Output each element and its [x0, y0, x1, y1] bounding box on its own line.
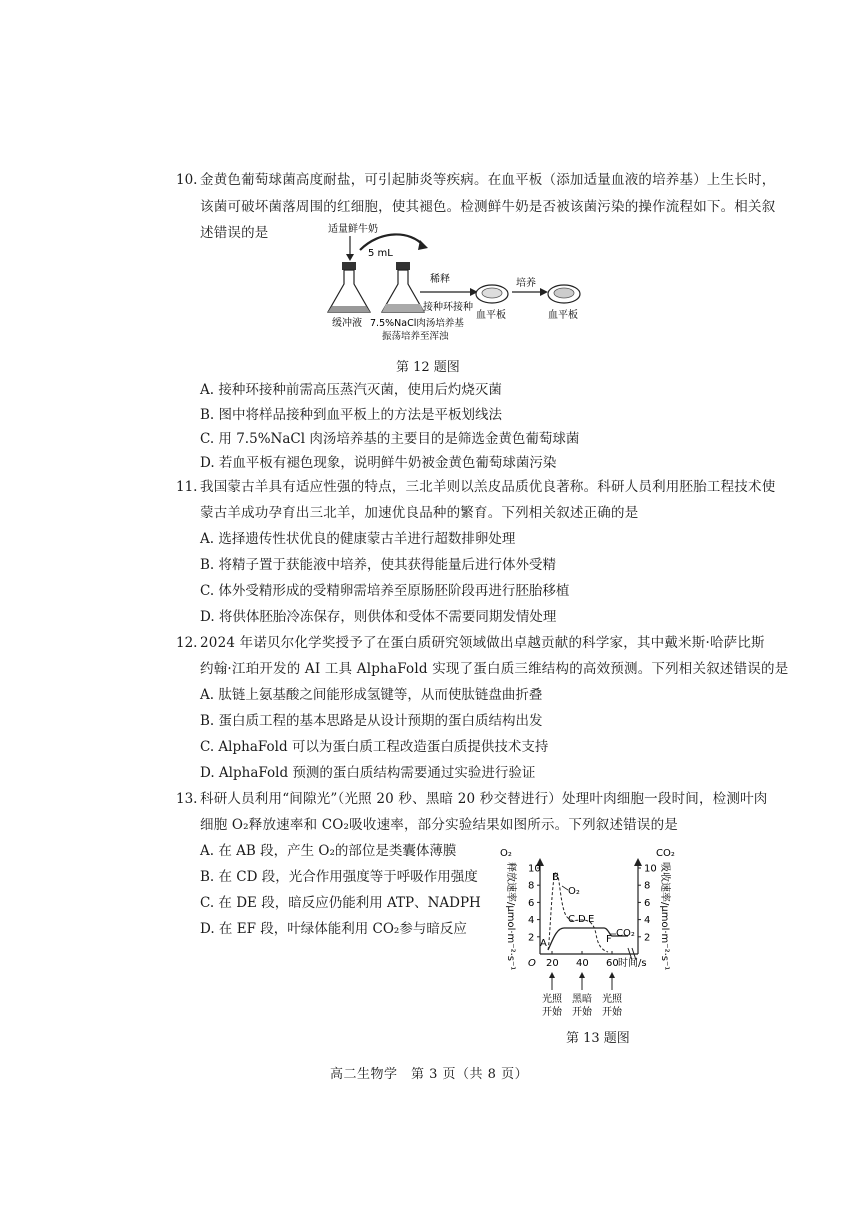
y-tick-label: 6 — [644, 897, 651, 909]
o2-curve — [548, 872, 608, 952]
q12-line-1: 2024 年诺贝尔化学奖授予了在蛋白质研究领域做出卓越贡献的科学家，其中戴米斯·哈萨比斯 — [200, 635, 765, 651]
q12-number: 12. — [176, 635, 198, 651]
q13-option-d: D. 在 EF 段，叶绿体能利用 CO₂参与暗反应 — [200, 921, 467, 937]
q13-option-c: C. 在 DE 段，暗反应仍能利用 ATP、NADPH — [200, 895, 481, 911]
y-tick-label: 6 — [528, 897, 535, 909]
o2-series-label: O₂ — [568, 886, 580, 897]
flask2-label: 7.5%NaCl肉汤培养基 — [370, 318, 464, 329]
q12-option-a: A. 肽链上氨基酸之间能形成氢键等，从而使肽链盘曲折叠 — [200, 687, 543, 703]
q10-line-2: 该菌可破坏菌落周围的红细胞，使其褪色。检测鲜牛奶是否被该菌污染的操作流程如下。相关叙 — [200, 199, 776, 215]
q12-line-2: 约翰·江珀开发的 AI 工具 AlphaFold 实现了蛋白质三维结构的高效预测。下列相关叙述错误的是 — [200, 661, 789, 677]
q11-option-d: D. 将供体胚胎冷冻保存，则供体和受体不需要同期发情处理 — [200, 609, 557, 625]
culture-label: 培养 — [516, 278, 536, 289]
inoculate-label: 接种环接种 — [423, 302, 473, 313]
y-tick-label: 8 — [644, 880, 651, 892]
y-tick-label: 2 — [644, 932, 651, 944]
q11-line-1: 我国蒙古羊具有适应性强的特点，三北羊则以羔皮品质优良著称。科研人员利用胚胎工程技术使 — [200, 479, 776, 495]
page-footer: 高二生物学 第 3 页（共 8 页） — [330, 1067, 529, 1082]
co2-series-label: CO₂ — [616, 928, 635, 939]
x-tick-label: 40 — [576, 958, 589, 969]
left-y-ticks — [528, 864, 541, 944]
x-tick-label: 60 — [606, 958, 619, 969]
volume-label: 5 mL — [368, 248, 393, 259]
q12-option-b: B. 蛋白质工程的基本思路是从设计预期的蛋白质结构出发 — [200, 713, 543, 729]
q12-option-d: D. AlphaFold 预测的蛋白质结构需要通过实验进行验证 — [200, 765, 536, 781]
y-tick-label: 10 — [528, 863, 541, 875]
light-start-arrow-2 — [602, 972, 623, 1018]
right-axis-label: 吸收速率/μmol·m⁻²·s⁻¹ — [659, 862, 670, 971]
blood-plate-2 — [548, 285, 580, 303]
point-c: C — [568, 914, 575, 925]
dilute-label: 稀释 — [430, 274, 450, 285]
y-tick-label: 8 — [528, 880, 535, 892]
q13-line-1: 科研人员利用“间隙光”（光照 20 秒、黑暗 20 秒交替进行）处理叶肉细胞一段时间，检测叶肉 — [200, 791, 768, 807]
q10-figure-caption: 第 12 题图 — [396, 360, 460, 375]
point-a: A — [540, 938, 547, 949]
q10-option-d: D. 若血平板有褪色现象，说明鲜牛奶被金黄色葡萄球菌污染 — [200, 455, 557, 471]
q10-option-b: B. 图中将样品接种到血平板上的方法是平板划线法 — [200, 407, 503, 423]
dark-start-arrow — [572, 972, 593, 1018]
svg-text:光照: 光照 — [602, 994, 622, 1005]
q11-number: 11. — [176, 479, 198, 495]
q10-option-a: A. 接种环接种前需高压蒸汽灭菌，使用后灼烧灭菌 — [200, 382, 502, 398]
plate2-label: 血平板 — [548, 310, 578, 321]
svg-text:光照: 光照 — [542, 994, 562, 1005]
q13-line-2: 细胞 O₂释放速率和 CO₂吸收速率，部分实验结果如图所示。下列叙述错误的是 — [200, 817, 678, 833]
point-d: D — [578, 914, 586, 925]
milk-label: 适量鲜牛奶 — [328, 224, 378, 235]
q13-number: 13. — [176, 791, 198, 807]
q10-line-3: 述错误的是 — [200, 225, 269, 241]
buffer-flask — [328, 262, 370, 312]
point-b: B — [552, 872, 559, 883]
origin-label: O — [528, 958, 536, 969]
q11-option-a: A. 选择遗传性状优良的健康蒙古羊进行超数排卵处理 — [200, 531, 516, 547]
left-axis-top: O₂ — [500, 848, 512, 859]
left-axis-label: 释放速率/μmol·m⁻²·s⁻¹ — [505, 862, 516, 971]
y-tick-label: 10 — [644, 863, 657, 875]
flask2-sub: 振荡培养至浑浊 — [382, 331, 449, 342]
q11-line-2: 蒙古羊成功孕育出三北羊，加速优良品种的繁育。下列相关叙述正确的是 — [200, 505, 639, 521]
right-axis-top: CO₂ — [656, 848, 675, 859]
q13-option-a: A. 在 AB 段，产生 O₂的部位是类囊体薄膜 — [200, 843, 457, 859]
point-e: E — [588, 914, 595, 925]
svg-text:开始: 开始 — [572, 1007, 592, 1018]
y-tick-label: 4 — [528, 915, 535, 927]
svg-text:黑暗: 黑暗 — [572, 994, 592, 1005]
plate1-label: 血平板 — [476, 310, 506, 321]
flask1-label: 缓冲液 — [332, 318, 362, 329]
q13-option-b: B. 在 CD 段，光合作用强度等于呼吸作用强度 — [200, 869, 478, 885]
x-tick-label: 20 — [546, 958, 559, 969]
q10-number: 10. — [176, 172, 198, 188]
q10-flow-diagram — [320, 218, 590, 348]
nacl-flask — [382, 262, 424, 312]
svg-text:开始: 开始 — [602, 1007, 622, 1018]
x-unit: 时间/s — [618, 958, 647, 969]
q11-option-b: B. 将精子置于获能液中培养，使其获得能量后进行体外受精 — [200, 557, 557, 573]
svg-text:开始: 开始 — [542, 1007, 562, 1018]
y-tick-label: 2 — [528, 932, 535, 944]
q13-rate-graph — [498, 842, 688, 1026]
q12-option-c: C. AlphaFold 可以为蛋白质工程改造蛋白质提供技术支持 — [200, 739, 549, 755]
blood-plate-1 — [476, 285, 508, 303]
light-start-arrow-1 — [542, 972, 563, 1018]
right-y-ticks — [638, 864, 657, 944]
y-tick-label: 4 — [644, 915, 651, 927]
q10-option-c: C. 用 7.5%NaCl 肉汤培养基的主要目的是筛选金黄色葡萄球菌 — [200, 431, 580, 447]
q10-line-1: 金黄色葡萄球菌高度耐盐，可引起肺炎等疾病。在血平板（添加适量血液的培养基）上生长时， — [200, 172, 776, 188]
q11-option-c: C. 体外受精形成的受精卵需培养至原肠胚阶段再进行胚胎移植 — [200, 583, 570, 599]
point-f: F — [606, 934, 612, 945]
q13-figure-caption: 第 13 题图 — [566, 1031, 630, 1046]
